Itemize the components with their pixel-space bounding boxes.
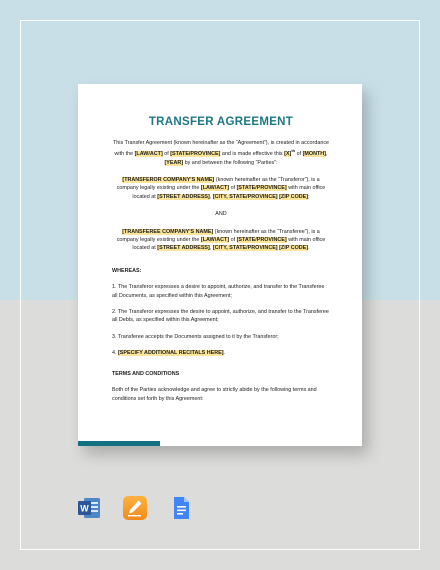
state-province-field[interactable]: [STATE/PROVINCE] (170, 151, 221, 158)
recital-text: . (223, 350, 226, 357)
party-text: (known hereinafter as the “Transferor”), is a company legally existing under the (116, 177, 320, 192)
street-address-field[interactable]: [STREET ADDRESS] (157, 193, 210, 200)
intro-text: by and between the following “Parties”: (183, 159, 278, 166)
terms-paragraph: Both of the Parties acknowledge and agree to strictly abide by the following terms and conditions set forth by this Agreement: (112, 387, 317, 402)
city-state-field[interactable]: [CITY, STATE/PROVINCE] (212, 193, 278, 200)
party-text: with main office located at (132, 185, 326, 200)
document-body (112, 116, 330, 403)
transferor-paragraph (112, 176, 330, 201)
party-text: , (209, 193, 213, 200)
month-field[interactable]: [MONTH] (302, 151, 326, 158)
app-icons (76, 496, 194, 520)
intro-paragraph (112, 139, 330, 167)
recital-item (112, 308, 330, 325)
and-separator: AND (215, 211, 227, 218)
party-text: of (229, 185, 237, 192)
word-icon[interactable] (76, 496, 102, 520)
google-docs-icon[interactable] (168, 496, 194, 520)
day-field[interactable]: [X] (284, 151, 292, 158)
whereas-heading: WHEREAS: (112, 267, 142, 274)
recital-number: 1. (112, 284, 117, 291)
page-accent-bar (78, 441, 160, 446)
intro-text: of (162, 151, 171, 158)
recital-text: Transferee accepts the Documents assigned to it by the Transferor; (117, 333, 279, 340)
party-text: . (308, 245, 310, 252)
recital-item (112, 349, 330, 357)
ordinal-suffix: th (291, 148, 296, 154)
svg-text:W: W (80, 503, 89, 514)
recital-text: The Transferor expresses the desire to appoint, authorize, and transfer to the Transferee all Debts, as specified within this Agreement; (112, 309, 329, 324)
law-act-field[interactable]: [LAW/ACT] (200, 185, 230, 192)
law-act-field[interactable]: [LAW/ACT] (134, 151, 163, 158)
recital-number: 4. (112, 350, 117, 357)
zip-code-field[interactable]: [ZIP CODE] (279, 245, 309, 252)
recital-number: 3. (112, 333, 117, 340)
transferor-name-field[interactable]: [TRANSFEROR COMPANY'S NAME] (122, 177, 215, 184)
transferee-paragraph (112, 228, 330, 253)
year-field[interactable]: [YEAR] (164, 159, 184, 166)
city-state-field[interactable]: [CITY, STATE/PROVINCE] (212, 245, 278, 252)
recital-item (112, 333, 330, 341)
pages-icon[interactable] (122, 496, 148, 520)
intro-text: This Transfer Agreement (known hereinafter as the “Agreement”), is created in accordance with the (112, 140, 330, 158)
transferee-name-field[interactable]: [TRANSFEREE COMPANY'S NAME] (122, 228, 214, 235)
intro-text: and is made effective this (220, 151, 285, 158)
party-text: ; (308, 193, 310, 200)
state-province-field[interactable]: [STATE/PROVINCE] (236, 237, 287, 244)
state-province-field[interactable]: [STATE/PROVINCE] (236, 185, 287, 192)
law-act-field[interactable]: [LAW/ACT] (200, 237, 230, 244)
party-text: of (229, 237, 237, 244)
document-title: TRANSFER AGREEMENT (148, 116, 294, 128)
recital-item (112, 283, 330, 300)
terms-heading: TERMS AND CONDITIONS (112, 370, 180, 377)
street-address-field[interactable]: [STREET ADDRESS] (157, 245, 210, 252)
recital-number: 2. (112, 309, 117, 316)
party-text: with main office located at (132, 237, 326, 252)
party-text: (known hereinafter as the “Transferee”), is a company legally existing under the (116, 228, 320, 244)
intro-text: of (295, 151, 303, 158)
additional-recitals-field[interactable]: [SPECIFY ADDITIONAL RECITALS HERE] (118, 350, 224, 357)
party-text: , (209, 245, 213, 252)
intro-text: , (325, 151, 328, 158)
document-page (78, 84, 362, 446)
recital-text: The Transferor expresses a desire to appoint, authorize, and transfer to the Transferee all Documents, as specified within this Agreement; (112, 284, 325, 299)
zip-code-field[interactable]: [ZIP CODE] (279, 193, 309, 200)
